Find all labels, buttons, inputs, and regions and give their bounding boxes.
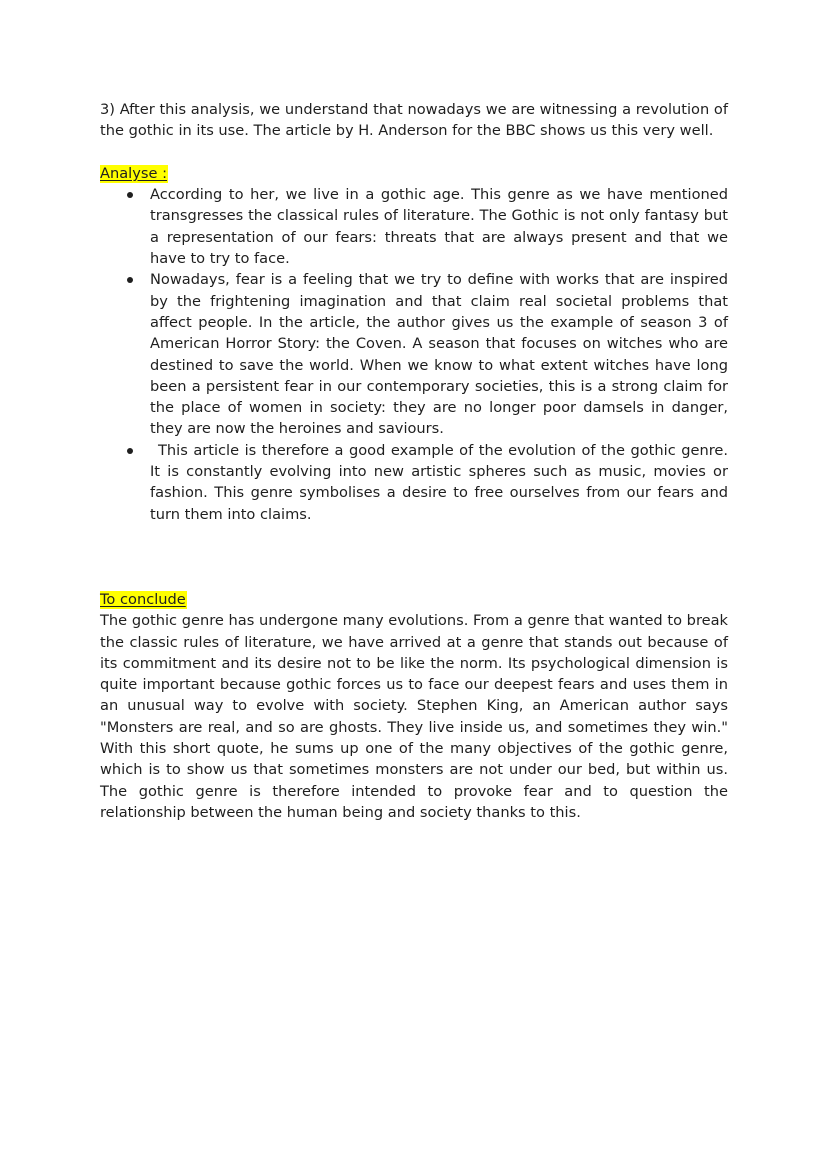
analyse-bullet-list <box>100 184 728 525</box>
list-item <box>100 184 728 269</box>
bullet-text: This article is therefore a good example of the evolution of the gothic genre. It is constantly evolving into new artistic spheres such as music, movies or fashion. This genre symbolises a desire to free ourselves from our fears and turn them into claims. <box>150 441 728 523</box>
conclusion-heading: To conclude <box>100 590 186 608</box>
analyse-heading: Analyse : <box>100 164 168 182</box>
analyse-heading-line <box>100 163 728 184</box>
document-body <box>100 99 728 823</box>
intro-paragraph: 3) After this analysis, we understand that nowadays we are witnessing a revolution of the gothic in its use. The article by H. Anderson for the BBC shows us this very well. <box>100 101 728 140</box>
conclusion-heading-line <box>100 589 728 610</box>
bullet-icon <box>127 448 133 454</box>
bullet-text: According to her, we live in a gothic age. This genre as we have mentioned transgresses the classical rules of literature. The Gothic is not only fantasy but a representation of our fears: threats that are always present and that we have to try to face. <box>150 186 728 268</box>
spacer <box>100 142 728 163</box>
spacer <box>100 525 728 589</box>
bullet-icon <box>127 277 133 283</box>
list-item <box>100 440 728 525</box>
bullet-icon <box>127 192 133 198</box>
list-item <box>100 269 728 439</box>
bullet-text: Nowadays, fear is a feeling that we try to define with works that are inspired by the frightening imagination and that claim real societal problems that affect people. In the article, the author gives us the example of season 3 of American Horror Story: the Coven. A season that focuses on witches who are destined to save the world. When we know to what extent witches have long been a persistent fear in our contemporary societies, this is a strong claim for the place of women in society: they are no longer poor damsels in danger, they are now the heroines and saviours. <box>150 271 728 438</box>
conclusion-paragraph: The gothic genre has undergone many evolutions. From a genre that wanted to break the classic rules of literature, we have arrived at a genre that stands out because of its commitment and its desire not to be like the norm. Its psychological dimension is quite important because gothic forces us to face our deepest fears and uses them in an unusual way to evolve with society. Stephen King, an American author says "Monsters are real, and so are ghosts. They live inside us, and sometimes they win." With this short quote, he sums up one of the many objectives of the gothic genre, which is to show us that sometimes monsters are not under our bed, but within us. The gothic genre is therefore intended to provoke fear and to question the relationship between the human being and society thanks to this. <box>100 612 728 821</box>
